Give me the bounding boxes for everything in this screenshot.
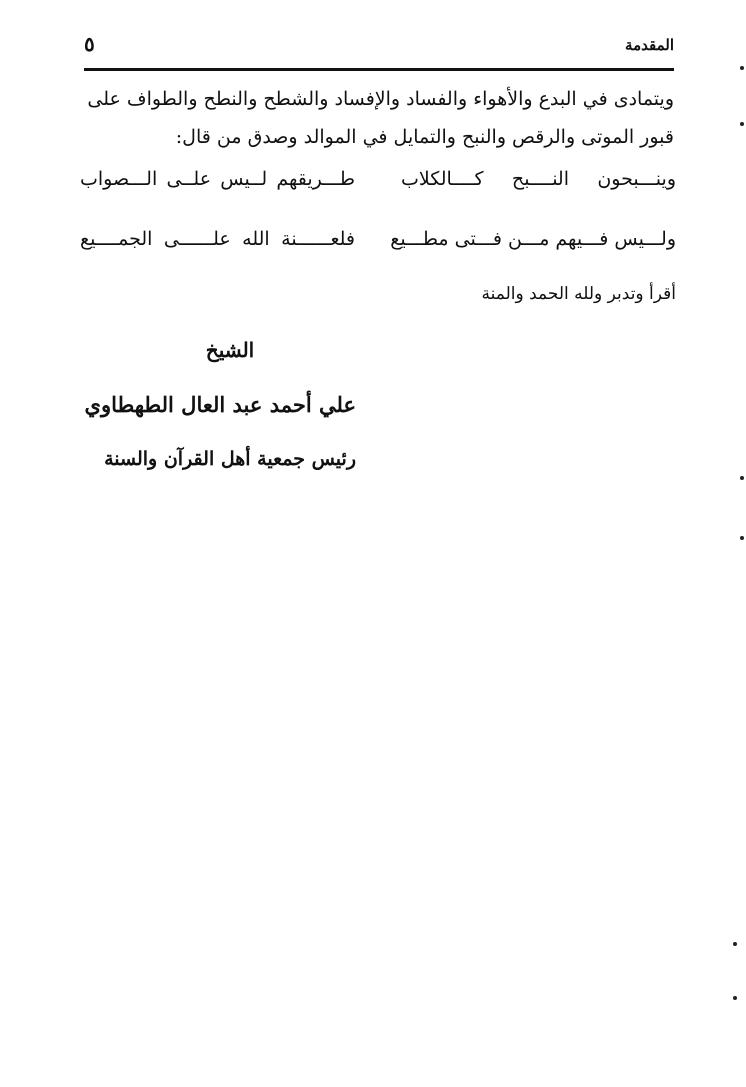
signature-role: رئيس جمعية أهل القرآن والسنة — [104, 448, 356, 470]
signature-name: علي أحمد عبد العال الطهطاوي — [84, 392, 356, 417]
paragraph-line-1: ويتمادى في البدع والأهواء والفساد والإفساد والشطح والنطح والطواف على — [87, 88, 674, 110]
closing-line: أقرأ وتدبر ولله الحمد والمنة — [481, 284, 676, 304]
scan-speck — [740, 476, 744, 480]
page-number: ٥ — [84, 32, 95, 56]
verse-second-hemistich: طـــريقهم لــيس علــى الـــصواب — [80, 168, 355, 190]
scan-speck — [733, 942, 737, 946]
scan-speck — [733, 996, 737, 1000]
verse-first-hemistich: ولـــيس فـــيهم مـــن فـــتى مطـــيع — [390, 228, 676, 250]
poem-verse — [80, 228, 676, 268]
verse-second-hemistich: فلعــــــنة الله علــــــى الجمــــيع — [80, 228, 355, 250]
verse-first-hemistich: وينـــبحون النــــبح كــــالكلاب — [401, 168, 676, 190]
header-rule — [84, 68, 674, 71]
paragraph-line-2: قبور الموتى والرقص والنبح والتمايل في الموالد وصدق من قال: — [175, 126, 674, 148]
poem-verse — [80, 168, 676, 208]
signature-title: الشيخ — [205, 338, 255, 362]
page-header — [84, 30, 674, 66]
scan-speck — [740, 66, 744, 70]
chapter-title: المقدمة — [625, 36, 674, 54]
intro-paragraph — [84, 80, 674, 156]
scan-speck — [740, 536, 744, 540]
scan-speck — [740, 122, 744, 126]
